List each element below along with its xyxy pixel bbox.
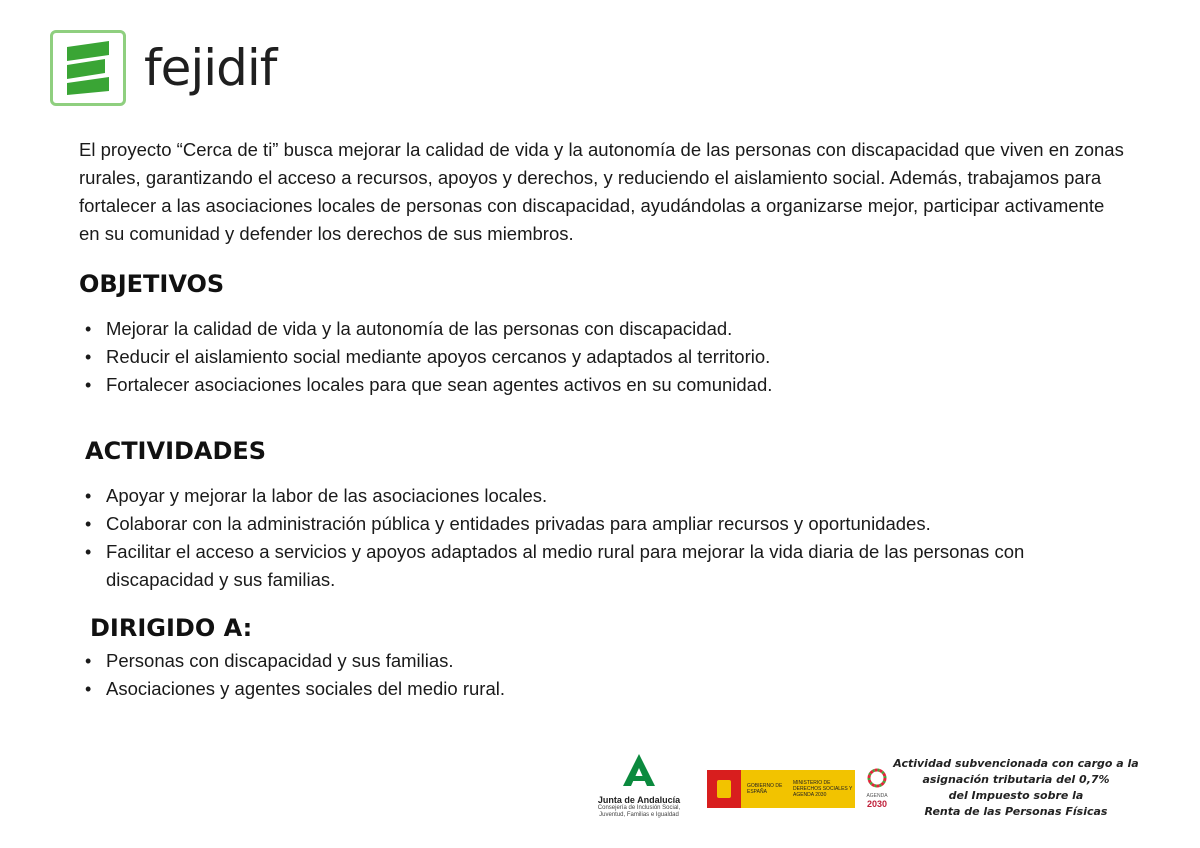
list-item: • Colaborar con la administración pública y entidades privadas para ampliar recursos y oportunidades.	[79, 510, 1129, 538]
sdg-wheel-icon	[867, 768, 887, 788]
junta-subtitle-1: Consejería de Inclusión Social,	[597, 805, 681, 811]
subvencion-line-1: Actividad subvencionada con cargo a la	[893, 757, 1139, 770]
intro-paragraph: El proyecto “Cerca de ti” busca mejorar la calidad de vida y la autonomía de las personas con discapacidad que viven en zonas rurales, garantizando el acceso a recursos, apoyos y derechos, y reduciendo el aislamiento social. Además, trabajamos para fortalecer a las asociaciones locales de personas con discapacidad, ayudándolas a organizarse mejor, participar activamente en su comunidad y defender los derechos de sus miembros.	[79, 139, 1124, 244]
ministerio-text: MINISTERIO DE DERECHOS SOCIALES Y AGENDA 2030	[793, 780, 853, 798]
fejidif-logo	[50, 30, 276, 106]
list-actividades	[79, 482, 1129, 594]
list-objetivos	[79, 315, 772, 399]
sponsors-footer	[585, 752, 1145, 832]
junta-subtitle-2: Juventud, Familias e Igualdad	[599, 812, 679, 818]
subvencion-line-3: del Impuesto sobre la	[948, 789, 1084, 802]
list-item: • Mejorar la calidad de vida y la autonomía de las personas con discapacidad.	[79, 315, 772, 343]
agenda-label: AGENDA	[866, 793, 888, 799]
agenda-year: 2030	[866, 799, 888, 809]
subvencion-line-4: Renta de las Personas Físicas	[924, 805, 1108, 818]
list-item: • Fortalecer asociaciones locales para que sean agentes activos en su comunidad.	[79, 371, 772, 399]
subvencion-line-2: asignación tributaria del 0,7%	[922, 773, 1110, 786]
list-item: • Personas con discapacidad y sus familias.	[79, 647, 505, 675]
junta-andalucia-logo	[585, 752, 693, 819]
junta-a-icon	[619, 752, 659, 788]
heading-actividades: ACTIVIDADES	[85, 437, 267, 465]
junta-title: Junta de Andalucía	[597, 795, 681, 805]
gobierno-espana-logo	[707, 770, 855, 808]
gob-text: GOBIERNO DE ESPAÑA	[747, 783, 783, 795]
spain-shield-icon	[707, 770, 741, 808]
list-item: • Apoyar y mejorar la labor de las asociaciones locales.	[79, 482, 1129, 510]
list-item: • Facilitar el acceso a servicios y apoyos adaptados al medio rural para mejorar la vida diaria de las personas con discapacidad y sus familias.	[79, 538, 1129, 594]
heading-objetivos: OBJETIVOS	[79, 270, 225, 298]
agenda-2030-logo	[863, 768, 891, 809]
logo-text: fejidif	[144, 39, 277, 97]
list-dirigido	[79, 647, 505, 703]
heading-dirigido: DIRIGIDO A:	[90, 614, 253, 642]
subvencion-notice	[891, 756, 1141, 820]
list-item: • Reducir el aislamiento social mediante apoyos cercanos y adaptados al territorio.	[79, 343, 772, 371]
list-item: • Asociaciones y agentes sociales del medio rural.	[79, 675, 505, 703]
logo-mark-icon	[50, 30, 126, 106]
